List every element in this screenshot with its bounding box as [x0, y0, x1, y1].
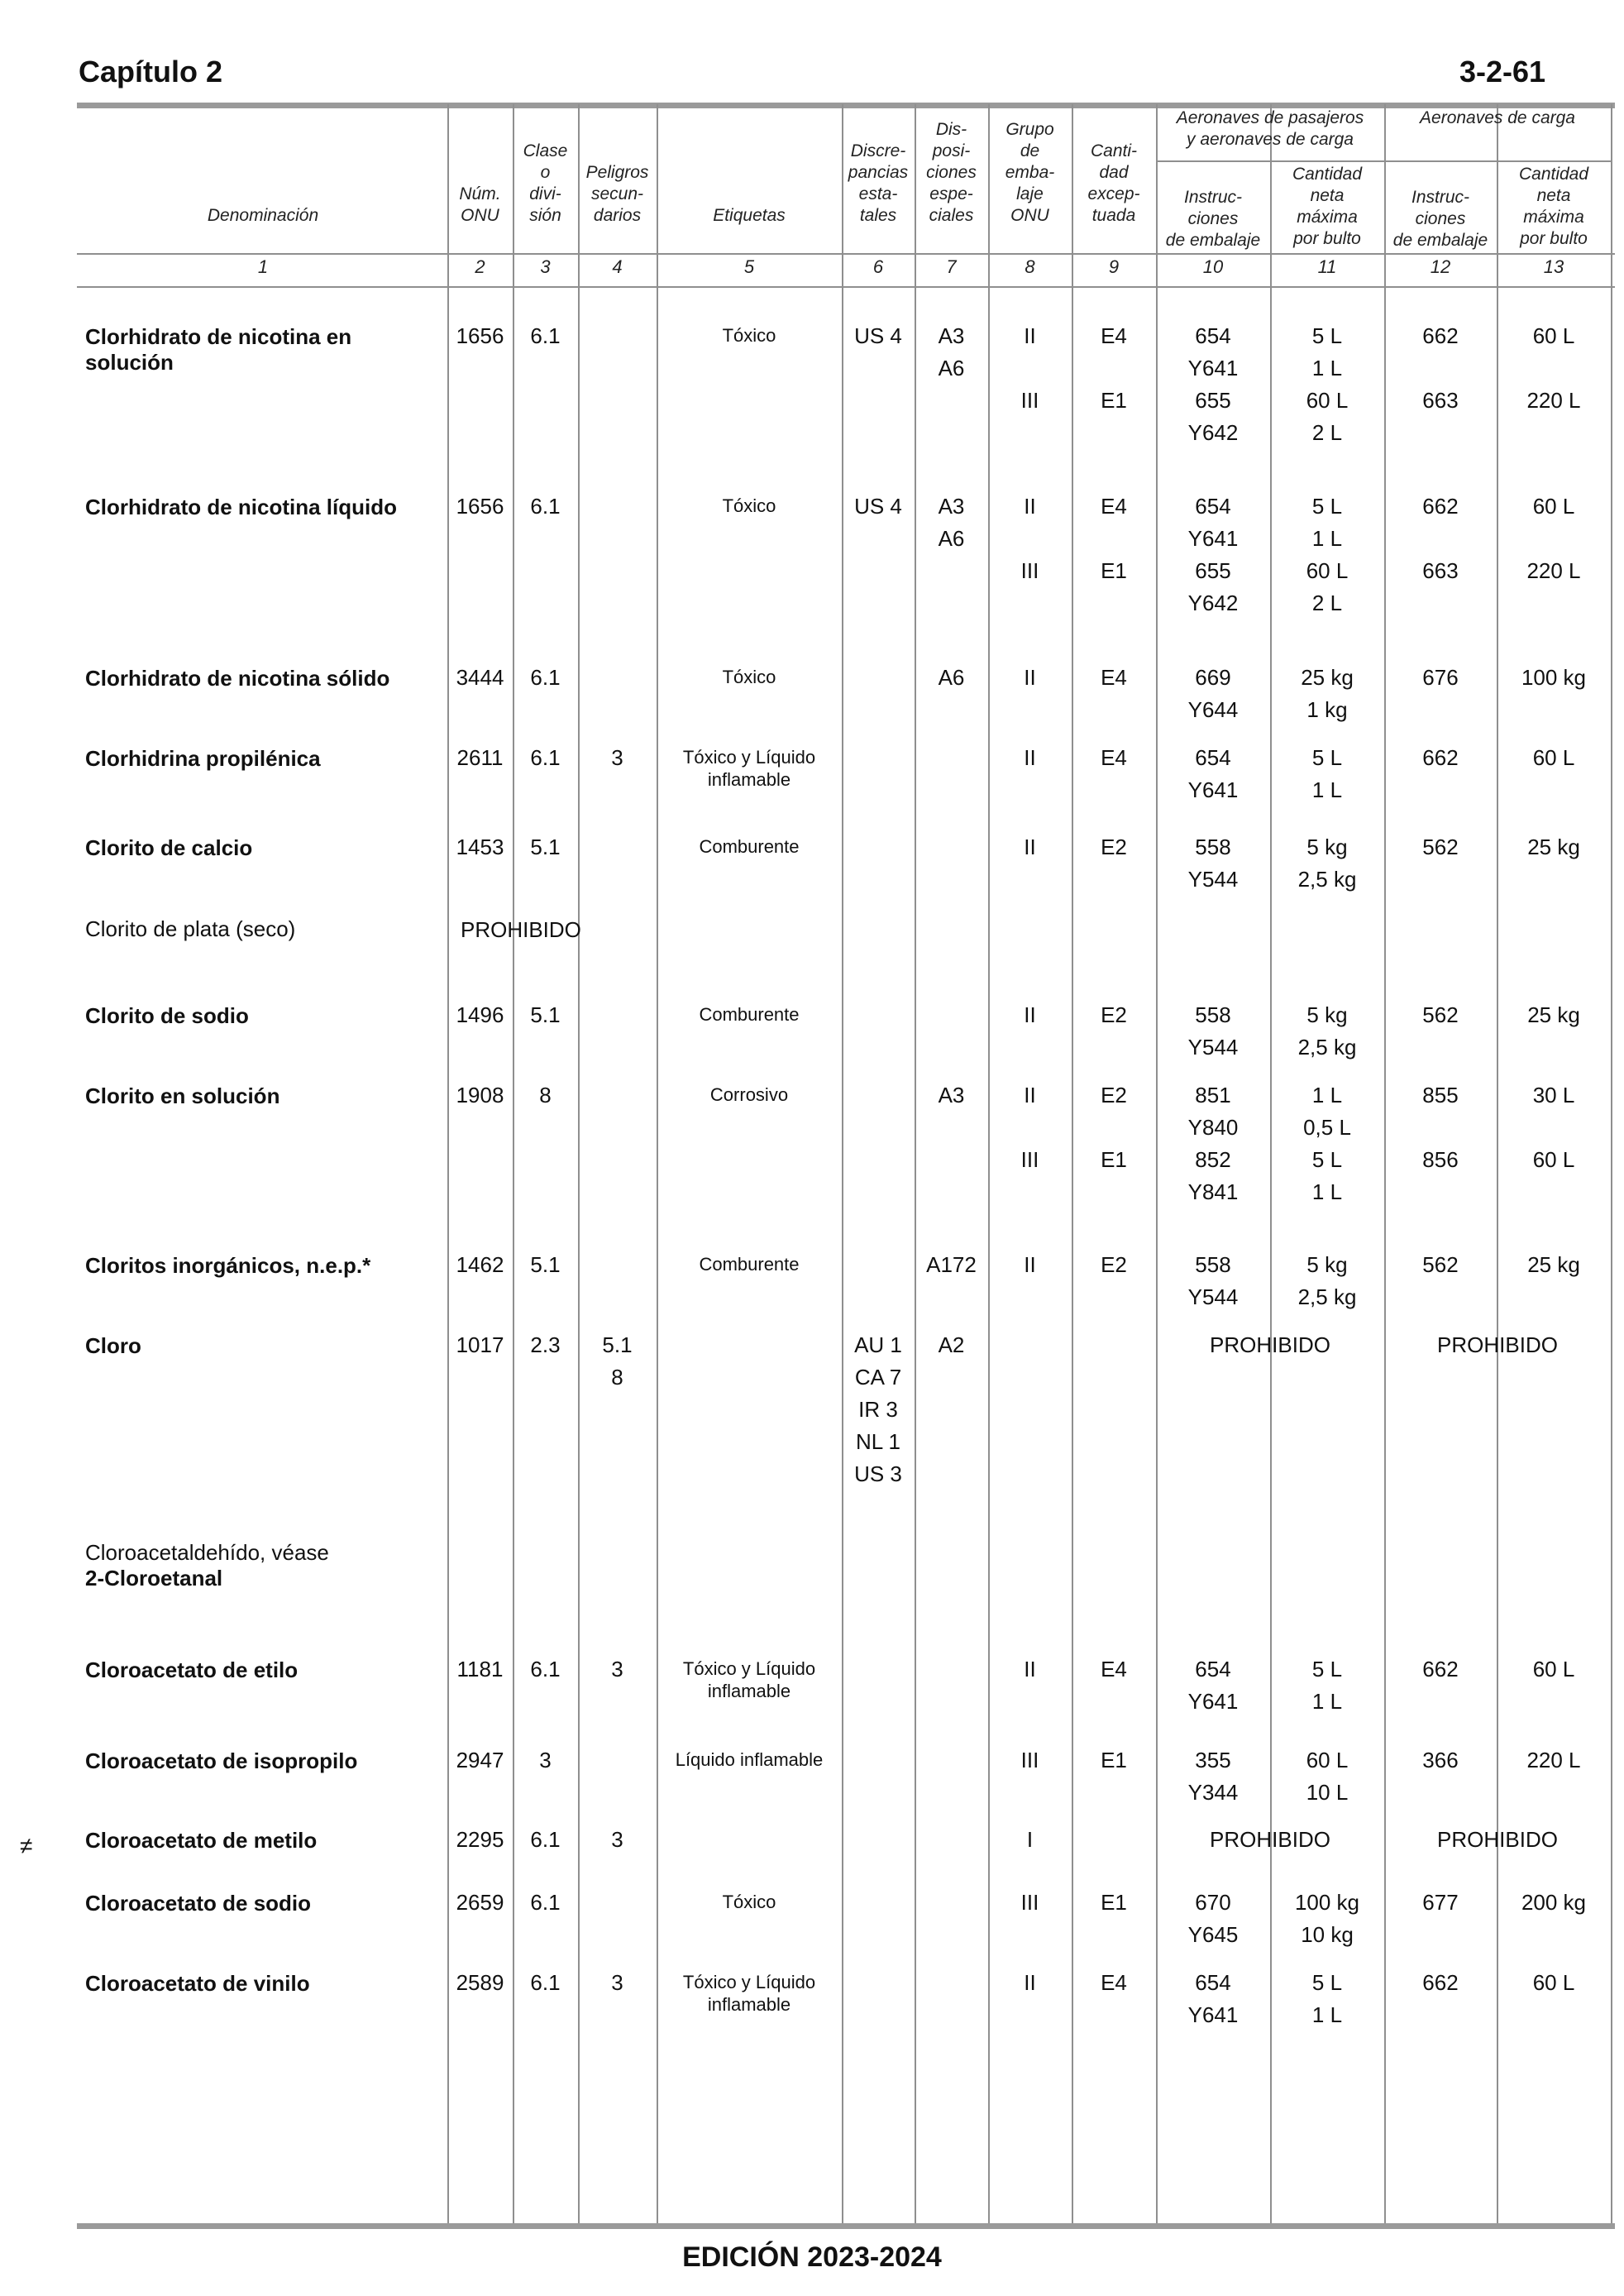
chapter-title: Capítulo 2 [79, 55, 223, 88]
column-number: 12 [1430, 256, 1451, 277]
un-number: 1656 [456, 323, 504, 348]
cross-reference-link: 2-Cloroetanal [85, 1566, 223, 1590]
packing-instruction-cargo: 562 [1422, 1002, 1459, 1027]
un-number: 1453 [456, 835, 504, 859]
packing-instruction-passenger: 851 Y840 852 Y841 [1187, 1083, 1239, 1204]
col-header-cantidad-exceptuada: Canti- dad excep- tuada [1087, 141, 1140, 225]
col-header-discrepancias: Discre- pancias esta- tales [848, 141, 909, 225]
max-quantity-cargo: 30 L 60 L [1532, 1083, 1575, 1172]
hazard-class: 8 [539, 1083, 552, 1107]
packing-instruction-passenger: 654 Y641 655 Y642 [1187, 494, 1239, 615]
subsidiary-hazard: 3 [611, 1657, 623, 1681]
excepted-quantity: E1 [1101, 1748, 1127, 1772]
col-header-clase: Clase o divi- sión [523, 141, 568, 225]
hazard-label: Tóxico [722, 325, 776, 346]
special-provision: A2 [938, 1332, 965, 1357]
packing-group: II [1024, 1252, 1036, 1277]
un-number: 1496 [456, 1002, 504, 1027]
excepted-quantity: E4 E1 [1101, 323, 1127, 413]
packing-instruction-cargo: 676 [1422, 665, 1459, 690]
hazard-class: 6.1 [530, 1890, 561, 1915]
column-number: 10 [1202, 256, 1224, 277]
hazard-label: Tóxico [722, 495, 776, 516]
packing-instruction-passenger: 654 Y641 [1187, 1970, 1239, 2027]
col-header-etiquetas: Etiquetas [713, 206, 786, 225]
subsidiary-hazard: 5.1 8 [602, 1332, 633, 1390]
column-number: 3 [540, 256, 551, 277]
substance-name: Cloroacetaldehído, véase 2-Cloroetanal [85, 1540, 329, 1590]
column-number: 7 [946, 256, 957, 277]
un-number: 2947 [456, 1748, 504, 1772]
hazard-class: 3 [539, 1748, 552, 1772]
hazard-class: 5.1 [530, 1002, 561, 1027]
hazard-class: 6.1 [530, 1970, 561, 1995]
packing-group: II III [1020, 323, 1039, 413]
packing-instruction-passenger: 558 Y544 [1187, 835, 1239, 892]
packing-group: II [1024, 1970, 1036, 1995]
substance-name: Cloroacetato de metilo [85, 1828, 318, 1853]
hazard-label: Tóxico [722, 667, 776, 687]
hazard-label: Tóxico [722, 1892, 776, 1912]
packing-instruction-cargo: 677 [1422, 1890, 1459, 1915]
substance-name: Clorhidrato de nicotina líquido [85, 495, 397, 519]
packing-instruction-passenger: 558 Y544 [1187, 1002, 1239, 1060]
prohibited-status: PROHIBIDO [461, 917, 581, 942]
column-number: 5 [743, 256, 755, 277]
state-variation: US 4 [854, 494, 902, 519]
excepted-quantity: E4 [1101, 665, 1127, 690]
un-number: 1017 [456, 1332, 504, 1357]
edition-footer: EDICIÓN 2023-2024 [682, 2241, 942, 2273]
hazard-label: Comburente [699, 836, 800, 857]
page-number: 3-2-61 [1459, 55, 1545, 88]
excepted-quantity: E2 [1101, 1252, 1127, 1277]
column-number: 13 [1543, 256, 1564, 277]
column-number: 8 [1025, 256, 1035, 277]
un-number: 3444 [456, 665, 504, 690]
packing-instruction-passenger: 654 Y641 655 Y642 [1187, 323, 1239, 445]
packing-instruction-cargo: 662 663 [1422, 494, 1459, 583]
column-number: 4 [612, 256, 623, 277]
column-number: 2 [475, 256, 485, 277]
hazard-label: Comburente [699, 1004, 800, 1025]
hazard-class: 6.1 [530, 323, 561, 348]
excepted-quantity: E4 [1101, 745, 1127, 770]
packing-group: II III [1020, 494, 1039, 583]
hazard-class: 6.1 [530, 1827, 561, 1852]
substance-name: Clorito de sodio [85, 1003, 249, 1028]
packing-instruction-cargo: 562 [1422, 835, 1459, 859]
packing-group: II [1024, 665, 1036, 690]
un-number: 1181 [456, 1657, 504, 1681]
hazard-label: Comburente [699, 1254, 800, 1275]
max-quantity-passenger: 60 L 10 L [1306, 1748, 1349, 1805]
column-divider [842, 104, 843, 2223]
column-divider [1611, 104, 1612, 2223]
packing-group: II [1024, 1002, 1036, 1027]
max-quantity-passenger: 5 L 1 L [1311, 1970, 1343, 2027]
group-header-carga: Aeronaves de carga [1420, 108, 1575, 127]
col-header-disposiciones: Dis- posi- ciones espe- ciales [926, 120, 977, 225]
special-provision: A3 A6 [938, 323, 965, 380]
excepted-quantity: E2 [1101, 1002, 1127, 1027]
packing-instruction-passenger: 654 Y641 [1187, 1657, 1239, 1714]
hazard-class: 5.1 [530, 1252, 561, 1277]
hazard-class: 2.3 [530, 1332, 561, 1357]
max-quantity-passenger: 25 kg 1 kg [1301, 665, 1354, 722]
passenger-aircraft-status: PROHIBIDO [1210, 1827, 1330, 1852]
column-divider [915, 104, 916, 2223]
hazard-label: Tóxico y Líquido inflamable [682, 1972, 816, 2015]
max-quantity-passenger: 5 kg 2,5 kg [1297, 1252, 1357, 1309]
packing-instruction-passenger: 558 Y544 [1187, 1252, 1239, 1309]
max-quantity-cargo: 25 kg [1527, 835, 1580, 859]
packing-instruction-cargo: 562 [1422, 1252, 1459, 1277]
subsidiary-hazard: 3 [611, 1970, 623, 1995]
substance-name: Cloroacetato de isopropilo [85, 1748, 358, 1773]
packing-instruction-cargo: 662 [1422, 745, 1459, 770]
max-quantity-cargo: 200 kg [1521, 1890, 1587, 1915]
max-quantity-cargo: 60 L [1532, 745, 1575, 770]
special-provision: A6 [938, 665, 965, 690]
max-quantity-passenger: 5 L 1 L 60 L 2 L [1306, 494, 1349, 615]
state-variation: US 4 [854, 323, 902, 348]
packing-instruction-passenger: 670 Y645 [1187, 1890, 1239, 1947]
col-header-peligros: Peligros secun- darios [585, 163, 649, 225]
excepted-quantity: E2 E1 [1101, 1083, 1127, 1172]
hazard-label: Tóxico y Líquido inflamable [682, 747, 816, 790]
max-quantity-passenger: 5 L 1 L [1311, 1657, 1343, 1714]
packing-group: I [1026, 1827, 1034, 1852]
max-quantity-cargo: 60 L 220 L [1526, 494, 1581, 583]
excepted-quantity: E4 E1 [1101, 494, 1127, 583]
substance-name: Cloroacetato de sodio [85, 1891, 312, 1916]
max-quantity-cargo: 220 L [1526, 1748, 1581, 1772]
col-header-instrucciones-carga: Instruc- ciones de embalaje [1392, 188, 1488, 250]
cargo-aircraft-status: PROHIBIDO [1437, 1827, 1558, 1852]
special-provision: A3 A6 [938, 494, 965, 551]
packing-group: III [1020, 1890, 1039, 1915]
max-quantity-cargo: 25 kg [1527, 1002, 1580, 1027]
column-number: 9 [1108, 256, 1120, 277]
subsidiary-hazard: 3 [611, 1827, 623, 1852]
column-number: 11 [1317, 256, 1337, 277]
header-divider [77, 286, 1615, 288]
max-quantity-cargo: 25 kg [1527, 1252, 1580, 1277]
col-header-grupo: Grupo de emba- laje ONU [1005, 120, 1055, 225]
un-number: 2659 [456, 1890, 504, 1915]
hazard-label: Tóxico y Líquido inflamable [682, 1658, 816, 1701]
packing-group: II [1024, 835, 1036, 859]
column-number: 1 [257, 256, 269, 277]
un-number: 1462 [456, 1252, 504, 1277]
packing-group: III [1020, 1748, 1039, 1772]
max-quantity-cargo: 60 L 220 L [1526, 323, 1581, 413]
max-quantity-cargo: 100 kg [1521, 665, 1587, 690]
hazard-class: 6.1 [530, 494, 561, 519]
packing-group: II III [1020, 1083, 1039, 1172]
packing-instruction-passenger: 355 Y344 [1187, 1748, 1239, 1805]
col-header-cantidad-pasajeros: Cantidad neta máxima por bulto [1292, 165, 1363, 248]
substance-name: Clorhidrato de nicotina en solución [85, 324, 352, 375]
packing-instruction-cargo: 662 [1422, 1970, 1459, 1995]
substance-name: Clorito de calcio [85, 835, 253, 860]
un-number: 2295 [456, 1827, 504, 1852]
packing-instruction-passenger: 669 Y644 [1187, 665, 1239, 722]
max-quantity-cargo: 60 L [1532, 1970, 1575, 1995]
un-number: 1656 [456, 494, 504, 519]
max-quantity-passenger: 5 kg 2,5 kg [1297, 1002, 1357, 1060]
substance-name: Clorhidrato de nicotina sólido [85, 666, 390, 691]
state-variation: AU 1 CA 7 IR 3 NL 1 US 3 [854, 1332, 902, 1486]
substance-name: Clorhidrina propilénica [85, 746, 321, 771]
substance-name: Cloroacetato de etilo [85, 1657, 299, 1682]
max-quantity-passenger: 100 kg 10 kg [1294, 1890, 1360, 1947]
col-header-cantidad-carga: Cantidad neta máxima por bulto [1518, 165, 1589, 248]
max-quantity-passenger: 5 kg 2,5 kg [1297, 835, 1357, 892]
packing-group: II [1024, 745, 1036, 770]
max-quantity-cargo: 60 L [1532, 1657, 1575, 1681]
excepted-quantity: E4 [1101, 1970, 1127, 1995]
bottom-rule [77, 2223, 1615, 2229]
packing-group: II [1024, 1657, 1036, 1681]
column-divider [578, 104, 580, 2223]
un-number: 2611 [456, 745, 504, 770]
max-quantity-passenger: 1 L 0,5 L 5 L 1 L [1303, 1083, 1351, 1204]
excepted-quantity: E4 [1101, 1657, 1127, 1681]
special-provision: A172 [926, 1252, 977, 1277]
group-header-pasajeros: Aeronaves de pasajeros y aeronaves de carga [1176, 108, 1364, 149]
packing-instruction-cargo: 366 [1422, 1748, 1459, 1772]
hazard-class: 6.1 [530, 1657, 561, 1681]
col-header-denominacion: Denominación [207, 206, 319, 225]
subsidiary-hazard: 3 [611, 745, 623, 770]
cargo-aircraft-status: PROHIBIDO [1437, 1332, 1558, 1357]
un-number: 2589 [456, 1970, 504, 1995]
amendment-mark: ≠ [20, 1833, 33, 1858]
col-header-num-onu: Núm. ONU [459, 184, 501, 225]
excepted-quantity: E1 [1101, 1890, 1127, 1915]
special-provision: A3 [938, 1083, 965, 1107]
page-header [79, 55, 1545, 96]
max-quantity-passenger: 5 L 1 L 60 L 2 L [1306, 323, 1349, 445]
substance-name: Clorito de plata (seco) [85, 916, 296, 941]
substance-name: Cloro [85, 1333, 141, 1358]
packing-instruction-cargo: 662 663 [1422, 323, 1459, 413]
col-header-instrucciones-pasajeros: Instruc- ciones de embalaje [1165, 188, 1261, 250]
hazard-class: 6.1 [530, 665, 561, 690]
max-quantity-passenger: 5 L 1 L [1311, 745, 1343, 802]
substance-name: Clorito en solución [85, 1083, 280, 1108]
packing-instruction-passenger: 654 Y641 [1187, 745, 1239, 802]
aircraft-group-divider [1156, 160, 1611, 162]
column-number: 6 [872, 256, 884, 277]
header-divider [77, 253, 1615, 255]
packing-instruction-cargo: 855 856 [1422, 1083, 1459, 1172]
hazard-class: 6.1 [530, 745, 561, 770]
un-number: 1908 [456, 1083, 504, 1107]
excepted-quantity: E2 [1101, 835, 1127, 859]
hazard-label: Líquido inflamable [675, 1749, 824, 1770]
hazard-class: 5.1 [530, 835, 561, 859]
substance-name: Cloritos inorgánicos, n.e.p.* [85, 1253, 371, 1278]
hazard-label: Corrosivo [709, 1084, 789, 1105]
substance-name: Cloroacetato de vinilo [85, 1971, 310, 1996]
packing-instruction-cargo: 662 [1422, 1657, 1459, 1681]
passenger-aircraft-status: PROHIBIDO [1210, 1332, 1330, 1357]
